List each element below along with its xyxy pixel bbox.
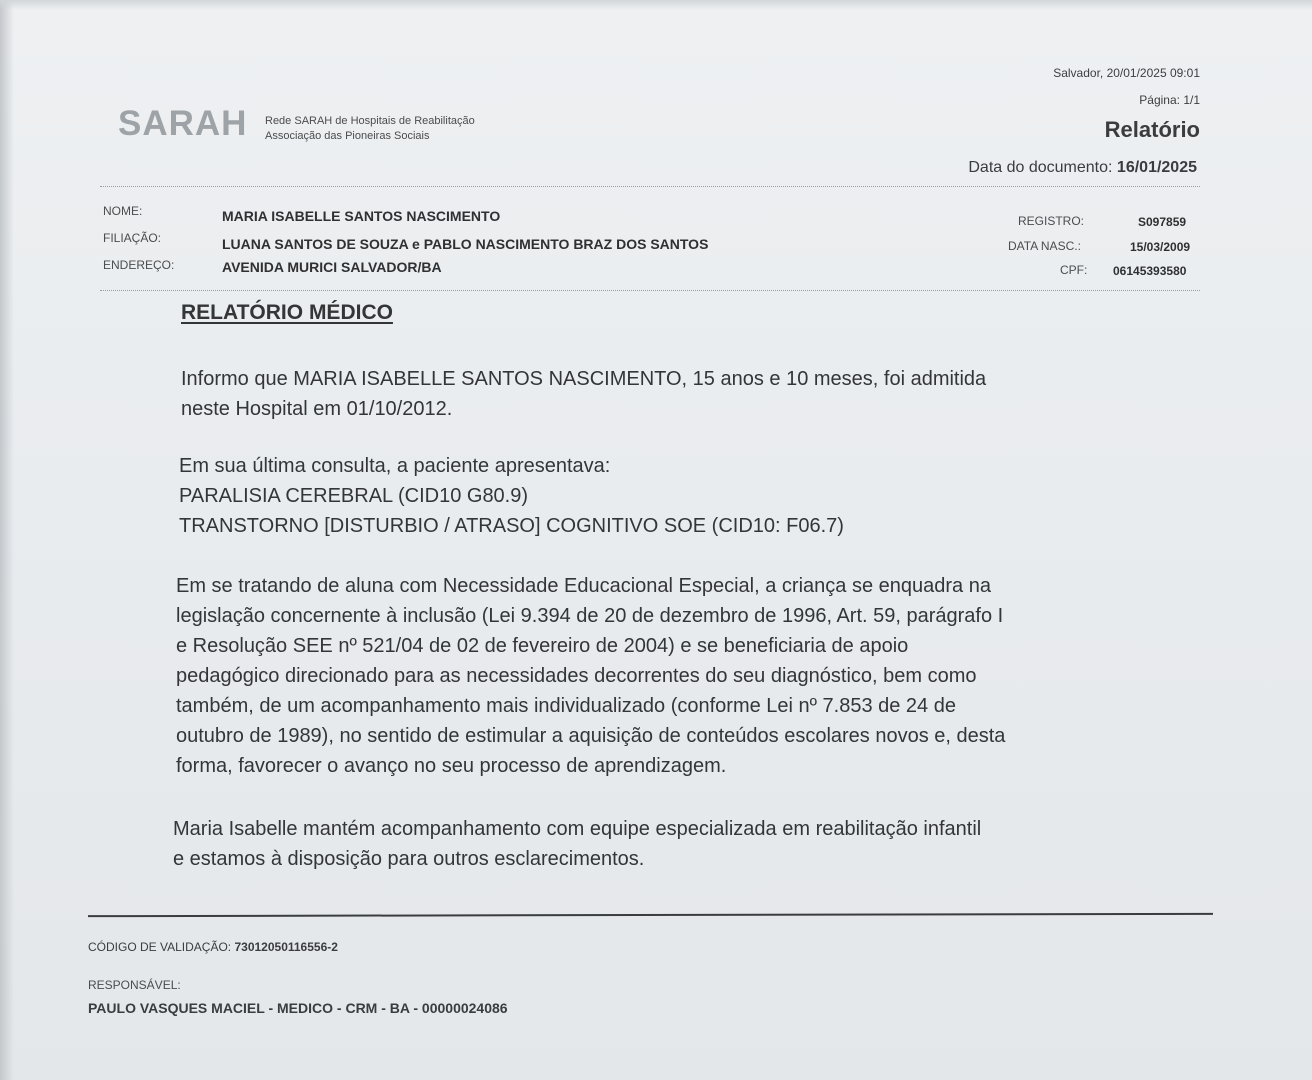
header-meta: [1053, 66, 1200, 143]
responsible-name: PAULO VASQUES MACIEL - MEDICO - CRM - BA - 00000024086: [88, 1000, 508, 1016]
paragraph-closing: [173, 814, 981, 874]
validation-label: CÓDIGO DE VALIDAÇÃO:: [88, 940, 232, 954]
registry-value: S097859: [1138, 215, 1187, 229]
document-date-label: Data do documento:: [968, 159, 1113, 176]
text-line: também, de um acompanhamento mais individualizado (conforme Lei nº 7.853 de 24 de: [176, 695, 956, 717]
validation-value: 73012050116556-2: [234, 940, 338, 954]
document-date-value: 16/01/2025: [1116, 159, 1197, 176]
patient-parents: LUANA SANTOS DE SOUZA e PABLO NASCIMENTO BRAZ DOS SANTOS: [222, 236, 709, 252]
patient-address: AVENIDA MURICI SALVADOR/BA: [222, 259, 442, 275]
cpf-label: CPF:: [1060, 263, 1088, 277]
page-number: Página: 1/1: [1139, 93, 1200, 107]
text-line: forma, favorecer o avanço no seu processo de aprendizagem.: [176, 755, 727, 777]
paper-edge-shadow: [0, 0, 14, 1080]
text-line: Maria Isabelle mantém acompanhamento com equipe especializada em reabilitação infantil: [173, 818, 982, 840]
header-divider: [100, 186, 1200, 187]
org-line-1: Rede SARAH de Hospitais de Reabilitação: [265, 115, 475, 127]
diagnosis-item: TRANSTORNO [DISTURBIO / ATRASO] COGNITIVO SOE (CID10: F06.7): [179, 515, 844, 537]
text-line: outubro de 1989), no sentido de estimular a aquisição de conteúdos escolares novos e, desta: [176, 725, 1006, 747]
organization-name: [265, 114, 475, 144]
birth-date-value: 15/03/2009: [1130, 240, 1191, 254]
org-line-2: Associação das Pioneiras Sociais: [265, 130, 430, 142]
document-title: Relatório: [1104, 117, 1200, 142]
registry-label: REGISTRO:: [1018, 214, 1085, 228]
report-heading: RELATÓRIO MÉDICO: [181, 301, 393, 324]
parents-label: FILIAÇÃO:: [103, 231, 162, 245]
responsible-label: RESPONSÁVEL:: [88, 978, 181, 992]
text-line: legislação concernente à inclusão (Lei 9.394 de 20 de dezembro de 1996, Art. 59, parágrafo I: [176, 605, 1004, 627]
document-date: [968, 159, 1197, 177]
patient-name: MARIA ISABELLE SANTOS NASCIMENTO: [222, 208, 501, 224]
footer-divider: [88, 913, 1213, 917]
city-datetime: Salvador, 20/01/2025 09:01: [1053, 66, 1200, 80]
sarah-logo: SARAH: [118, 104, 248, 143]
text-line: Em sua última consulta, a paciente apresentava:: [179, 455, 611, 477]
text-line: e Resolução SEE nº 521/04 de 02 de fevereiro de 2004) e se beneficiaria de apoio: [176, 635, 909, 657]
text-line: pedagógico direcionado para as necessidades decorrentes do seu diagnóstico, bem como: [176, 665, 977, 687]
validation-code: [88, 940, 338, 954]
cpf-value: 06145393580: [1113, 264, 1187, 278]
paragraph-diagnosis: [179, 451, 844, 541]
paragraph-admission: [181, 364, 986, 424]
text-line: e estamos à disposição para outros esclarecimentos.: [173, 848, 645, 870]
paper-top-shadow: [0, 0, 1312, 10]
text-line: neste Hospital em 01/10/2012.: [181, 398, 453, 420]
text-line: Em se tratando de aluna com Necessidade Educacional Especial, a criança se enquadra na: [176, 575, 991, 597]
patient-divider: [100, 290, 1200, 291]
text-line: Informo que MARIA ISABELLE SANTOS NASCIMENTO, 15 anos e 10 meses, foi admitida: [181, 368, 987, 390]
birth-date-label: DATA NASC.:: [1008, 239, 1081, 253]
address-label: ENDEREÇO:: [103, 258, 175, 272]
name-label: NOME:: [103, 204, 143, 218]
diagnosis-item: PARALISIA CEREBRAL (CID10 G80.9): [179, 485, 529, 507]
paragraph-legislation: [176, 571, 1005, 781]
